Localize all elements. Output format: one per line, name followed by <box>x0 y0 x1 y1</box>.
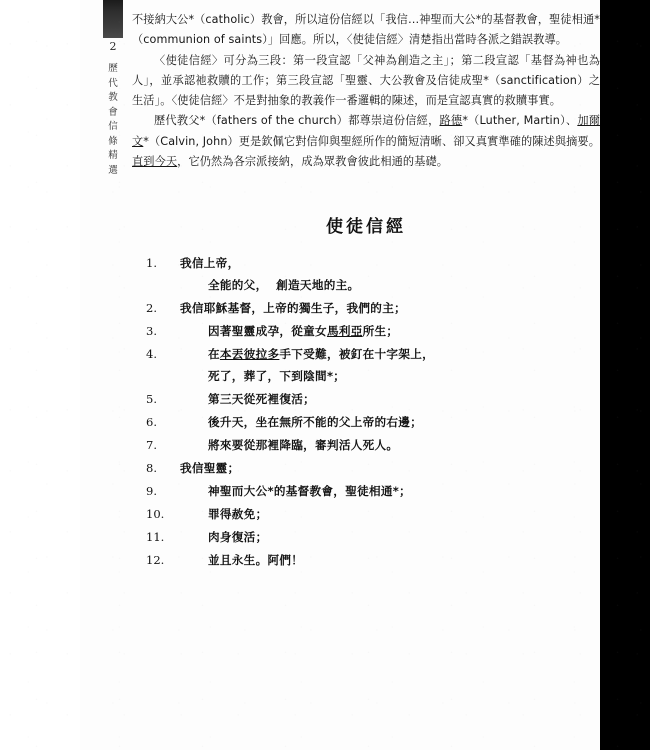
paragraph-3 <box>132 111 600 172</box>
running-head-char: 精 <box>108 150 118 161</box>
until-today-phrase: 直到今天 <box>132 155 178 169</box>
creed-item <box>146 343 566 387</box>
creed-item-line: 罪得赦免； <box>208 507 268 521</box>
creed-item <box>146 549 566 571</box>
creed-item-number: 2. <box>146 301 157 315</box>
creed-item-line: 死了，葬了，下到陰間*； <box>208 369 346 383</box>
creed-item-text <box>180 297 566 319</box>
creed-item-number: 3. <box>146 324 157 338</box>
creed-item <box>146 480 566 502</box>
creed-underlined-term: 馬利亞 <box>326 324 363 338</box>
body-text-block <box>132 10 600 172</box>
creed-item-line: 第三天從死裡復活； <box>208 392 316 406</box>
creed-item <box>146 252 566 296</box>
running-head-char: 代 <box>108 77 118 89</box>
scan-edge-shadow <box>600 0 650 750</box>
creed-item-number: 1. <box>146 256 157 270</box>
creed-item-number: 7. <box>146 438 157 452</box>
running-head-char: 信 <box>108 121 118 132</box>
creed-item-number: 8. <box>146 461 157 475</box>
creed-item-line: 我信上帝， <box>180 256 240 270</box>
creed-item-number: 5. <box>146 392 157 406</box>
paragraph-3-suffix: ，它仍然為各宗派接納，成為眾教會彼此相通的基礎。 <box>177 155 449 169</box>
creed-item-number: 4. <box>146 347 157 361</box>
creed-item-line: 我信聖靈； <box>180 461 240 475</box>
page-tab-marker <box>103 0 123 38</box>
running-head-char: 條 <box>108 135 118 147</box>
creed-item <box>146 434 566 456</box>
creed-item-line: 後升天，坐在無所不能的父上帝的右邊； <box>208 415 423 429</box>
paragraph-2: 〈使徒信經〉可分為三段：第一段宣認「父神為創造之主」；第二段宣認「基督為神也為人」，並承認祂救贖的工作；第三段宣認「聖靈、大公教會及信徒成聖*（sanctification）之生活」。〈使徒信經〉不是對抽象的教義作一番邏輯的陳述，而是宣認真實的救贖事實。 <box>132 53 600 108</box>
creed-item-text <box>180 434 566 456</box>
creed-item-line: 並且永生。阿們！ <box>208 553 304 567</box>
creed-item <box>146 320 566 342</box>
creed-item-line: 神聖而大公*的基督教會，聖徒相通*； <box>208 484 412 498</box>
left-page-margin <box>0 0 80 750</box>
creed-item-text <box>180 388 566 410</box>
page-number: 2 <box>109 40 117 53</box>
creed-item-line: 將來要從那裡降臨，審判活人死人。 <box>208 438 399 452</box>
page-margin-column <box>100 0 130 200</box>
creed-item <box>146 526 566 548</box>
paragraph-3-mid-2: *（Calvin, John）更是欽佩它對信仰與聖經所作的簡短清晰、卻又真實準確的陳述與摘要。 <box>143 134 600 148</box>
creed-item-line: 在本丟彼拉多手下受難，被釘在十字架上， <box>208 347 435 361</box>
running-head-char: 選 <box>108 164 118 176</box>
paragraph-3-prefix: 歷代教父*（fathers of the church）都尊崇這份信經， <box>154 114 440 128</box>
creed-item <box>146 457 566 479</box>
creed-item-line: 肉身復活； <box>208 530 268 544</box>
paragraph-1: 不接納大公*（catholic）教會，所以這份信經以「我信…神聖而大公*的基督教會，聖徒相通*（communion of saints）」回應。所以，〈使徒信經〉清楚指出當時各派之錯誤教導。 <box>132 13 600 47</box>
calvin-name: 加爾文 <box>132 114 601 148</box>
creed-item-number: 11. <box>146 530 165 544</box>
creed-item-text <box>180 411 566 433</box>
creed-item-text <box>180 503 566 525</box>
creed-item-text <box>180 526 566 548</box>
creed-item-text <box>180 252 566 296</box>
creed-item <box>146 411 566 433</box>
creed-title: 使徒信經 <box>326 217 406 237</box>
running-head-vertical <box>104 62 122 178</box>
creed-item-text <box>180 480 566 502</box>
running-head-char: 會 <box>108 106 118 118</box>
creed-item-line: 我信耶穌基督，上帝的獨生子，我們的主； <box>180 301 406 315</box>
creed-item-number: 6. <box>146 415 157 429</box>
running-head-char: 歷 <box>108 63 118 74</box>
creed-item <box>146 297 566 319</box>
creed-list <box>146 252 566 572</box>
creed-item-line: 全能的父， 創造天地的主。 <box>208 278 360 292</box>
creed-item-text <box>180 457 566 479</box>
creed-item-text <box>180 549 566 571</box>
creed-item-line: 因著聖靈成孕，從童女馬利亞所生； <box>208 324 399 338</box>
creed-item-text <box>180 343 566 387</box>
creed-item-number: 12. <box>146 553 165 567</box>
creed-item-number: 10. <box>146 507 165 521</box>
creed-underlined-term: 本丟彼拉多 <box>219 347 280 361</box>
creed-item <box>146 503 566 525</box>
creed-item-number: 9. <box>146 484 157 498</box>
creed-item-text <box>180 320 566 342</box>
luther-name: 路德 <box>439 114 463 128</box>
creed-item <box>146 388 566 410</box>
running-head-char: 教 <box>108 92 118 103</box>
paragraph-3-mid-1: *（Luther, Martin）、 <box>462 114 578 128</box>
